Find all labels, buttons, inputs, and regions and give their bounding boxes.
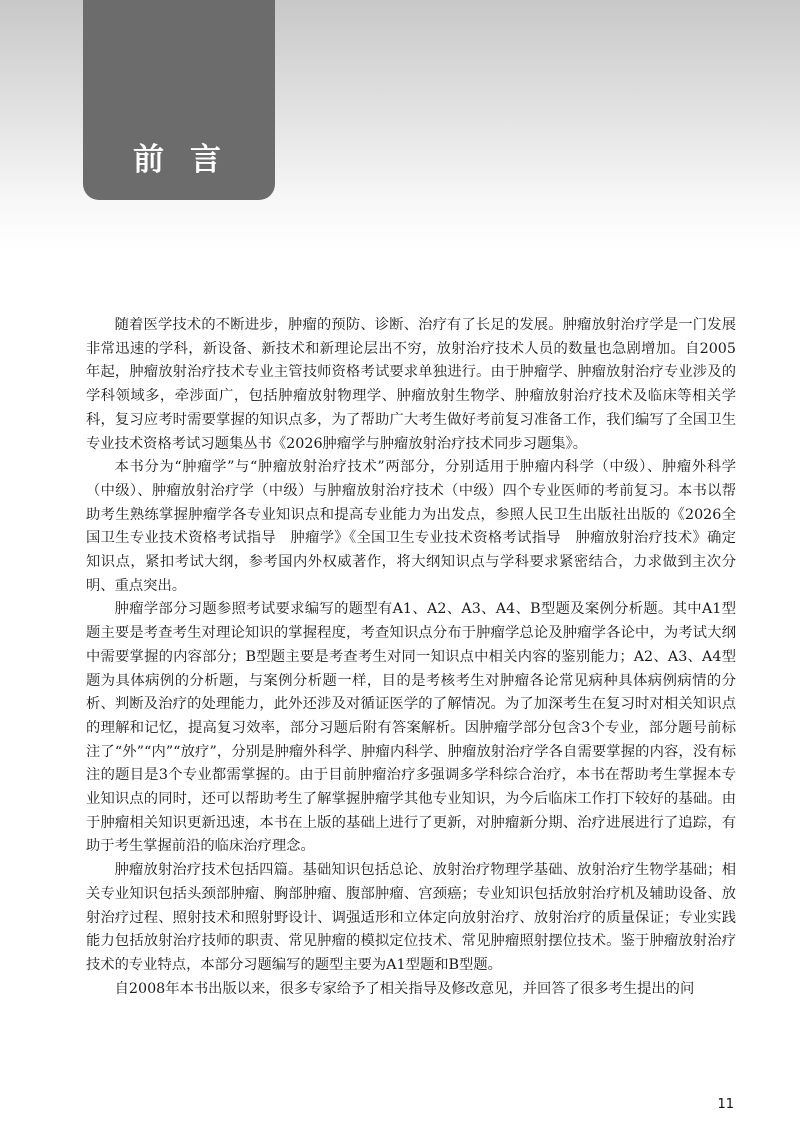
paragraph-4: 肿瘤放射治疗技术包括四篇。基础知识包括总论、放射治疗物理学基础、放射治疗生物学基础；相关专业知识包括头颈部肿瘤、胸部肿瘤、腹部肿瘤、宫颈癌；专业知识包括放射治疗机及辅助设备、放射治疗过程、照射技术和照射野设计、调强适形和立体定向放射治疗、放射治疗的质量保证；专业实践能力包括放射治疗技师的职责、常见肿瘤的模拟定位技术、常见肿瘤照射摆位技术。鉴于肿瘤放射治疗技术的专业特点，本部分习题编写的题型主要为A1型题和B型题。 bbox=[86, 862, 736, 973]
page-number: 11 bbox=[717, 1097, 734, 1112]
paragraph-5: 自2008年本书出版以来，很多专家给予了相关指导及修改意见，并回答了很多考生提出的问 bbox=[114, 980, 695, 997]
paragraph-3: 肿瘤学部分习题参照考试要求编写的题型有A1、A2、A3、A4、B型题及案例分析题。其中A1型题主要是考查考生对理论知识的掌握程度，考查知识点分布于肿瘤学总论及肿瘤学各论中，为考试大纲中需要掌握的内容部分；B型题主要是考查考生对同一知识点中相关内容的鉴别能力；A2、A3、A4型题为具体病例的分析题，与案例分析题一样，目的是考核考生对肿瘤各论常见病种具体病例病情的分析、判断及治疗的处理能力，此外还涉及对循证医学的了解情况。为了加深考生在复习时对相关知识点的理解和记忆，提高复习效率，部分习题后附有答案解析。因肿瘤学部分包含3个专业，部分题号前标注了“外”“内”“放疗”，分别是肿瘤外科学、肿瘤内科学、肿瘤放射治疗学各自需要掌握的内容，没有标注的题目是3个专业都需掌握的。由于目前肿瘤治疗多强调多学科综合治疗，本书在帮助考生掌握本专业知识点的同时，还可以帮助考生了解掌握肿瘤学其他专业知识，为今后临床工作打下较好的基础。由于肿瘤相关知识更新迅速，本书在上版的基础上进行了更新，对肿瘤新分期、治疗进展进行了追踪，有助于考生掌握前沿的临床治疗理念。 bbox=[86, 601, 736, 855]
paragraph-1: 随着医学技术的不断进步，肿瘤的预防、诊断、治疗有了长足的发展。肿瘤放射治疗学是一门发展非常迅速的学科，新设备、新技术和新理论层出不穷，放射治疗技术人员的数量也急剧增加。自2005年起，肿瘤放射治疗技术专业主管技师资格考试要求单独进行。由于肿瘤学、肿瘤放射治疗专业涉及的学科领域多，牵涉面广，包括肿瘤放射物理学、肿瘤放射生物学、肿瘤放射治疗技术及临床等相关学科，复习应考时需要掌握的知识点多，为了帮助广大考生做好考前复习准备工作，我们编写了全国卫生专业技术资格考试习题集丛书《2026肿瘤学与肿瘤放射治疗技术同步习题集》。 bbox=[86, 317, 736, 452]
paragraph-2: 本书分为“肿瘤学”与“肿瘤放射治疗技术”两部分，分别适用于肿瘤内科学（中级）、肿瘤外科学（中级）、肿瘤放射治疗学（中级）与肿瘤放射治疗技术（中级）四个专业医师的考前复习。本书以帮助考生熟练掌握肿瘤学各专业知识点和提高专业能力为出发点，参照人民卫生出版社出版的《2026全国卫生专业技术资格考试指导 肿瘤学》《全国卫生专业技术资格考试指导 肿瘤放射治疗技术》确定知识点，紧扣考试大纲，参考国内外权威著作，将大纲知识点与学科要求紧密结合，力求做到主次分明、重点突出。 bbox=[86, 459, 736, 594]
body-text bbox=[86, 314, 736, 1001]
title-tab bbox=[83, 0, 275, 200]
page-title: 前言 bbox=[133, 142, 247, 178]
